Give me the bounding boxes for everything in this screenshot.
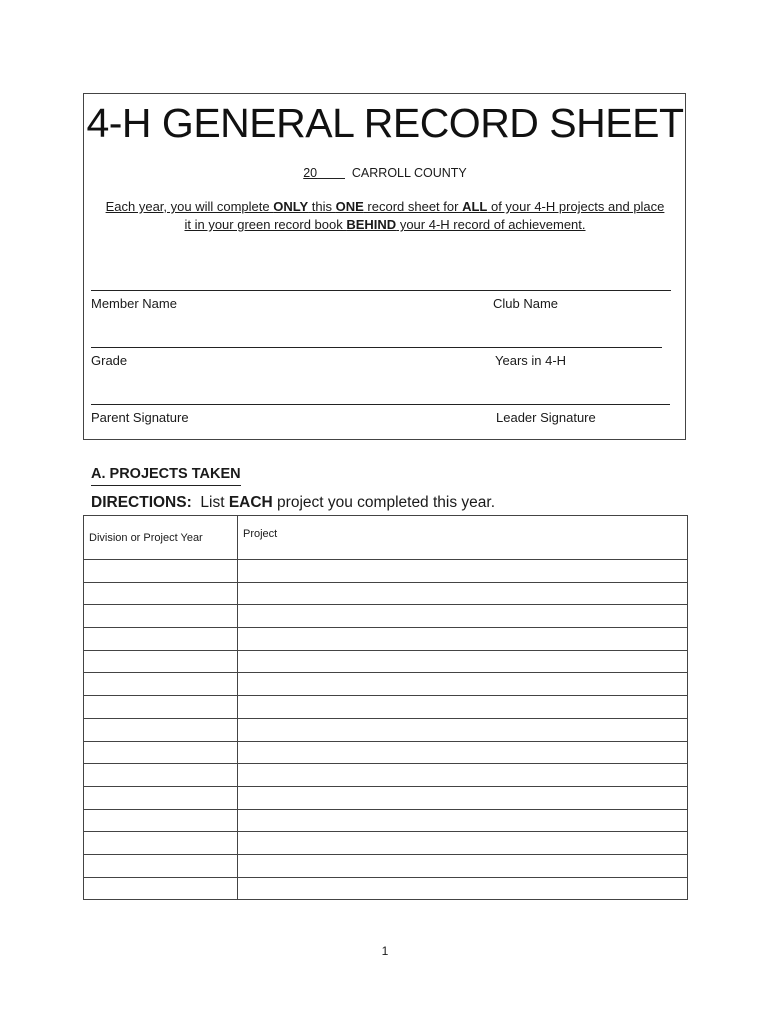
division-cell[interactable] [84,628,238,651]
division-cell[interactable] [84,673,238,696]
instr-bold: ONLY [273,199,309,214]
instr-text: your 4-H record of achievement. [396,217,586,232]
directions-bold: EACH [228,494,273,511]
project-cell[interactable] [238,786,688,809]
division-cell[interactable] [84,764,238,787]
division-cell[interactable] [84,786,238,809]
project-cell[interactable] [238,718,688,741]
leader-signature-label: Leader Signature [496,410,596,425]
project-cell[interactable] [238,605,688,628]
project-cell[interactable] [238,764,688,787]
instr-bold: BEHIND [346,217,397,232]
table-row [84,628,688,651]
division-cell[interactable] [84,832,238,855]
table-row [84,696,688,719]
instr-text: Each year, you will complete [105,199,274,214]
division-cell[interactable] [84,718,238,741]
directions-text: List [200,494,229,511]
project-cell[interactable] [238,582,688,605]
years-in-4h-label: Years in 4-H [495,353,567,368]
directions-text: project you completed this year. [272,494,496,511]
section-a-heading: A. PROJECTS TAKEN [91,466,241,486]
project-cell[interactable] [238,741,688,764]
division-cell[interactable] [84,741,238,764]
grade-years-line[interactable] [91,347,662,348]
grade-label: Grade [91,353,128,368]
division-cell[interactable] [84,696,238,719]
county-name: CARROLL COUNTY [351,166,467,180]
table-row [84,877,688,900]
table-row [84,809,688,832]
instr-text: it in your green record book [184,217,347,232]
instruction-line-2 [88,216,682,234]
instr-bold: ALL [462,199,488,214]
table-row [84,650,688,673]
page-number: 1 [381,944,389,958]
page-title: 4-H GENERAL RECORD SHEET [86,100,684,146]
column-header-project: Project [238,516,688,560]
division-cell[interactable] [84,582,238,605]
project-cell[interactable] [238,673,688,696]
instr-bold: ONE [335,199,364,214]
table-row [84,764,688,787]
year-county-line [0,166,770,180]
division-cell[interactable] [84,877,238,900]
table-header-row [84,516,688,560]
division-cell[interactable] [84,854,238,877]
signature-line[interactable] [91,404,670,405]
instr-text: record sheet for [363,199,463,214]
division-cell[interactable] [84,809,238,832]
table-row [84,832,688,855]
table-row [84,718,688,741]
instr-text: of your 4-H projects and place [487,199,665,214]
table-row [84,854,688,877]
table-row [84,786,688,809]
projects-table [83,515,688,900]
project-cell[interactable] [238,809,688,832]
column-header-division: Division or Project Year [84,516,238,560]
table-row [84,673,688,696]
year-field[interactable] [303,166,345,180]
member-club-line[interactable] [91,290,671,291]
division-cell[interactable] [84,560,238,583]
parent-signature-label: Parent Signature [91,410,189,425]
year-prefix: 20 [303,166,318,180]
division-cell[interactable] [84,605,238,628]
project-cell[interactable] [238,877,688,900]
project-cell[interactable] [238,696,688,719]
directions-label: DIRECTIONS: [91,494,192,511]
project-cell[interactable] [238,560,688,583]
year-blank [317,166,345,180]
division-cell[interactable] [84,650,238,673]
project-cell[interactable] [238,832,688,855]
table-row [84,741,688,764]
instruction-line-1 [88,198,682,216]
table-row [84,582,688,605]
project-cell[interactable] [238,854,688,877]
instr-text: this [308,199,336,214]
table-row [84,605,688,628]
project-cell[interactable] [238,650,688,673]
project-cell[interactable] [238,628,688,651]
directions [91,494,495,512]
table-row [84,560,688,583]
member-name-label: Member Name [91,296,177,311]
club-name-label: Club Name [493,296,559,311]
